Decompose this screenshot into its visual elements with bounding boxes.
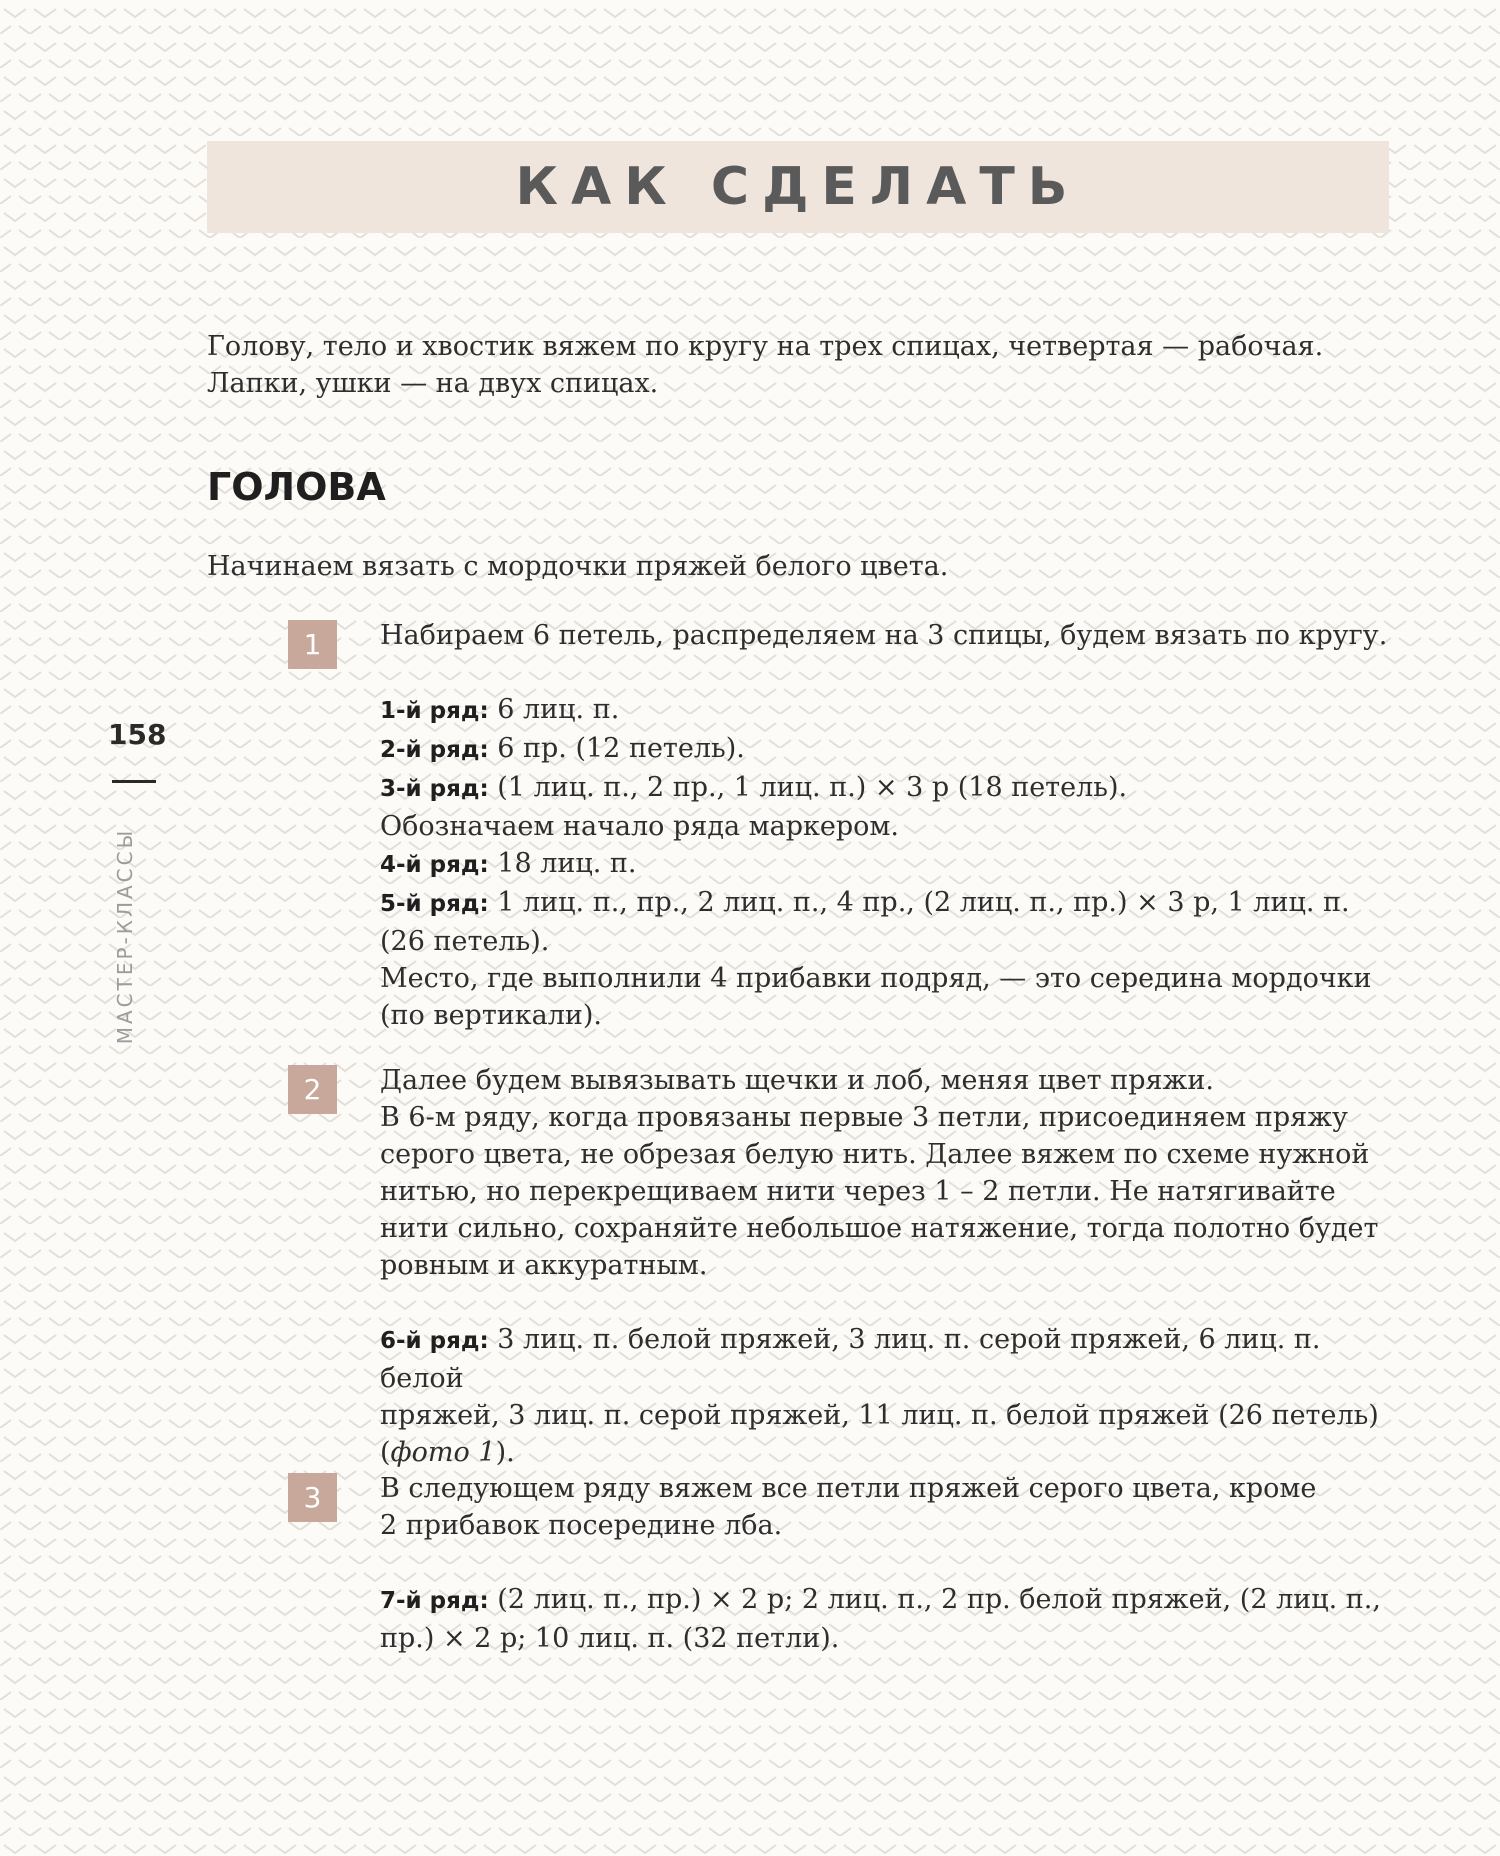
row-label: 1-й ряд: <box>380 698 489 724</box>
row-label: 4-й ряд: <box>380 852 489 878</box>
text-line: Далее будем вывязывать щечки и лоб, меняя цвет пряжи. <box>380 1065 1214 1096</box>
header-banner <box>207 141 1389 233</box>
row-label: 7-й ряд: <box>380 1588 489 1614</box>
step-2-body <box>380 1062 1388 1471</box>
step-note: (по вертикали). <box>380 1000 602 1031</box>
section-side-label: МАСТЕР-КЛАССЫ <box>113 827 137 1045</box>
row-text: (1 лиц. п., 2 пр., 1 лиц. п.) × 3 р (18 петель). <box>488 772 1128 803</box>
section-lead: Начинаем вязать с мордочки пряжей белого цвета. <box>207 551 949 582</box>
page-number-rule <box>112 780 156 783</box>
photo-ref-open: ( <box>380 1437 391 1468</box>
step-1-body <box>380 617 1388 1034</box>
step-number-badge: 3 <box>288 1473 337 1522</box>
step-3-body <box>380 1470 1388 1657</box>
row-text: 3 лиц. п. белой пряжей, 3 лиц. п. серой пряжей, 6 лиц. п. белой <box>380 1324 1321 1394</box>
row-label: 5-й ряд: <box>380 891 489 917</box>
row-text: пр.) × 2 р; 10 лиц. п. (32 петли). <box>380 1623 840 1654</box>
text-line: ровным и аккуратным. <box>380 1250 708 1281</box>
photo-ref-close: ). <box>495 1437 515 1468</box>
text-line: В следующем ряду вяжем все петли пряжей серого цвета, кроме <box>380 1473 1317 1504</box>
text-line: В 6-м ряду, когда провязаны первые 3 петли, присоединяем пряжу <box>380 1102 1348 1133</box>
row-label: 3-й ряд: <box>380 776 489 802</box>
row-note: Обозначаем начало ряда маркером. <box>380 811 899 842</box>
row-instructions <box>380 691 1388 1034</box>
row-text: 1 лиц. п., пр., 2 лиц. п., 4 пр., (2 лиц. п., пр.) × 3 р, 1 лиц. п. <box>488 887 1350 918</box>
row-instructions <box>380 1581 1388 1657</box>
step-text <box>380 1062 1388 1284</box>
row-text: 6 лиц. п. <box>488 694 620 725</box>
row-text-continued: (26 петель). <box>380 926 550 957</box>
row-text: 18 лиц. п. <box>488 848 637 879</box>
row-text: (2 лиц. п., пр.) × 2 р; 2 лиц. п., 2 пр. белой пряжей, (2 лиц. п., <box>488 1584 1381 1615</box>
step-note: Место, где выполнили 4 прибавки подряд, — это середина мордочки <box>380 963 1372 994</box>
step-number-badge: 1 <box>288 620 337 669</box>
page-title: КАК СДЕЛАТЬ <box>515 157 1081 217</box>
row-text: пряжей, 3 лиц. п. серой пряжей, 11 лиц. п. белой пряжей (26 петель) <box>380 1400 1379 1431</box>
step-text <box>380 1470 1388 1544</box>
intro-paragraph <box>207 328 1387 402</box>
text-line: нити сильно, сохраняйте небольшое натяжение, тогда полотно будет <box>380 1213 1379 1244</box>
row-instructions <box>380 1321 1388 1471</box>
section-title: ГОЛОВА <box>207 465 386 509</box>
row-label: 6-й ряд: <box>380 1328 489 1354</box>
intro-line-1: Голову, тело и хвостик вяжем по кругу на трех спицах, четвертая — рабочая. <box>207 331 1324 362</box>
step-text: Набираем 6 петель, распределяем на 3 спицы, будем вязать по кругу. <box>380 620 1388 651</box>
photo-reference: фото 1 <box>390 1437 496 1468</box>
intro-line-2: Лапки, ушки — на двух спицах. <box>207 368 659 399</box>
text-line: нитью, но перекрещиваем нити через 1 – 2 петли. Не натягивайте <box>380 1176 1336 1207</box>
text-line: серого цвета, не обрезая белую нить. Далее вяжем по схеме нужной <box>380 1139 1370 1170</box>
step-number-badge: 2 <box>288 1065 337 1114</box>
text-line: 2 прибавок посередине лба. <box>380 1510 783 1541</box>
page-number: 158 <box>108 718 167 751</box>
row-label: 2-й ряд: <box>380 737 489 763</box>
row-text: 6 пр. (12 петель). <box>488 733 745 764</box>
